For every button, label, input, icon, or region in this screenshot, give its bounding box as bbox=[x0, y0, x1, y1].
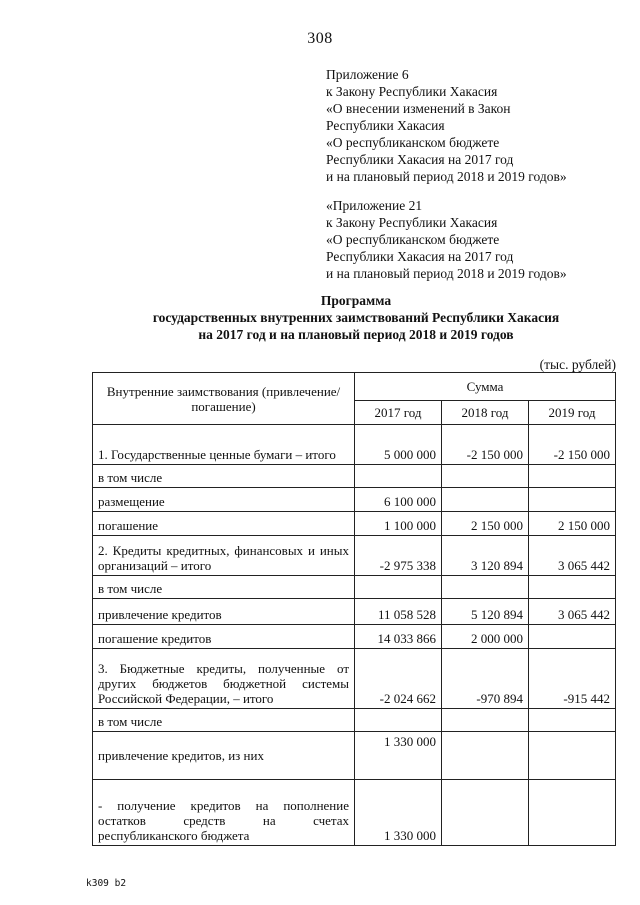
row-name: в том числе bbox=[93, 576, 355, 599]
header-year-2018: 2018 год bbox=[442, 401, 529, 425]
value-2017: -2 975 338 bbox=[355, 536, 442, 576]
value-2018 bbox=[442, 780, 529, 846]
row-name: 2. Кредиты кредитных, финансовых и иных организаций – итого bbox=[93, 536, 355, 576]
appendix-line: Приложение 6 bbox=[326, 67, 409, 82]
header-year-2017: 2017 год bbox=[355, 401, 442, 425]
title-line: на 2017 год и на плановый период 2018 и 2019 годов bbox=[198, 327, 514, 342]
appendix-line: Республики Хакасия на 2017 год bbox=[326, 152, 514, 167]
table-row bbox=[93, 425, 616, 465]
document-title bbox=[80, 292, 632, 343]
appendix-line: к Закону Республики Хакасия bbox=[326, 215, 498, 230]
appendix-line: и на плановый период 2018 и 2019 годов» bbox=[326, 169, 567, 184]
table-row bbox=[93, 536, 616, 576]
appendix-21-header bbox=[326, 197, 567, 282]
table-row bbox=[93, 488, 616, 512]
value-2017: 1 100 000 bbox=[355, 512, 442, 536]
table-row bbox=[93, 576, 616, 599]
value-2018 bbox=[442, 576, 529, 599]
appendix-line: «О республиканском бюджете bbox=[326, 135, 500, 150]
footer-code: k309 b2 bbox=[86, 878, 127, 889]
table-row bbox=[93, 625, 616, 649]
value-2018 bbox=[442, 488, 529, 512]
table-row bbox=[93, 512, 616, 536]
value-2019 bbox=[529, 465, 616, 488]
value-2019: 3 065 442 bbox=[529, 536, 616, 576]
value-2017 bbox=[355, 709, 442, 732]
appendix-line: «Приложение 21 bbox=[326, 198, 423, 213]
value-2019: 2 150 000 bbox=[529, 512, 616, 536]
value-2019 bbox=[529, 780, 616, 846]
appendix-line: «О внесении изменений в Закон bbox=[326, 101, 511, 116]
appendix-line: «О республиканском бюджете bbox=[326, 232, 500, 247]
row-name: 1. Государственные ценные бумаги – итого bbox=[93, 425, 355, 465]
table-row bbox=[93, 599, 616, 625]
value-2017: 1 330 000 bbox=[355, 780, 442, 846]
table-row bbox=[93, 732, 616, 780]
value-2019 bbox=[529, 576, 616, 599]
table-row bbox=[93, 709, 616, 732]
value-2018: 3 120 894 bbox=[442, 536, 529, 576]
value-2019 bbox=[529, 709, 616, 732]
header-sum: Сумма bbox=[355, 373, 616, 401]
value-2019: -2 150 000 bbox=[529, 425, 616, 465]
value-2017: 11 058 528 bbox=[355, 599, 442, 625]
table-row bbox=[93, 465, 616, 488]
row-name: 3. Бюджетные кредиты, полученные от других бюджетов бюджетной системы Российской Федерации, – итого bbox=[93, 649, 355, 709]
value-2017: 5 000 000 bbox=[355, 425, 442, 465]
value-2018 bbox=[442, 709, 529, 732]
value-2018: 5 120 894 bbox=[442, 599, 529, 625]
value-2018: -2 150 000 bbox=[442, 425, 529, 465]
row-name: привлечение кредитов, из них bbox=[93, 732, 355, 780]
header-year-2019: 2019 год bbox=[529, 401, 616, 425]
header-borrowings: Внутренние заимствования (привлечение/погашение) bbox=[93, 373, 355, 425]
value-2018 bbox=[442, 465, 529, 488]
value-2019: 3 065 442 bbox=[529, 599, 616, 625]
value-2018 bbox=[442, 732, 529, 780]
value-2017: -2 024 662 bbox=[355, 649, 442, 709]
value-2017: 14 033 866 bbox=[355, 625, 442, 649]
appendix-line: и на плановый период 2018 и 2019 годов» bbox=[326, 266, 567, 281]
row-name: в том числе bbox=[93, 709, 355, 732]
borrowing-table bbox=[92, 372, 616, 846]
table-row bbox=[93, 649, 616, 709]
value-2017: 6 100 000 bbox=[355, 488, 442, 512]
row-name: размещение bbox=[93, 488, 355, 512]
value-2019 bbox=[529, 732, 616, 780]
units-note: (тыс. рублей) bbox=[539, 357, 616, 372]
value-2018: 2 000 000 bbox=[442, 625, 529, 649]
appendix-line: к Закону Республики Хакасия bbox=[326, 84, 498, 99]
appendix-line: Республики Хакасия на 2017 год bbox=[326, 249, 514, 264]
appendix-line: Республики Хакасия bbox=[326, 118, 445, 133]
value-2019: -915 442 bbox=[529, 649, 616, 709]
row-name: погашение кредитов bbox=[93, 625, 355, 649]
value-2017: 1 330 000 bbox=[355, 732, 442, 780]
value-2019 bbox=[529, 625, 616, 649]
title-line: государственных внутренних заимствований Республики Хакасия bbox=[152, 310, 560, 325]
value-2017 bbox=[355, 465, 442, 488]
value-2018: -970 894 bbox=[442, 649, 529, 709]
row-name: погашение bbox=[93, 512, 355, 536]
value-2018: 2 150 000 bbox=[442, 512, 529, 536]
row-name: в том числе bbox=[93, 465, 355, 488]
title-line: Программа bbox=[320, 293, 392, 308]
table-row bbox=[93, 780, 616, 846]
appendix-header bbox=[326, 66, 567, 185]
row-name: - получение кредитов на пополнение остатков средств на счетах республиканского бюджета bbox=[93, 780, 355, 846]
row-name: привлечение кредитов bbox=[93, 599, 355, 625]
value-2019 bbox=[529, 488, 616, 512]
value-2017 bbox=[355, 576, 442, 599]
page-number: 308 bbox=[307, 30, 333, 47]
